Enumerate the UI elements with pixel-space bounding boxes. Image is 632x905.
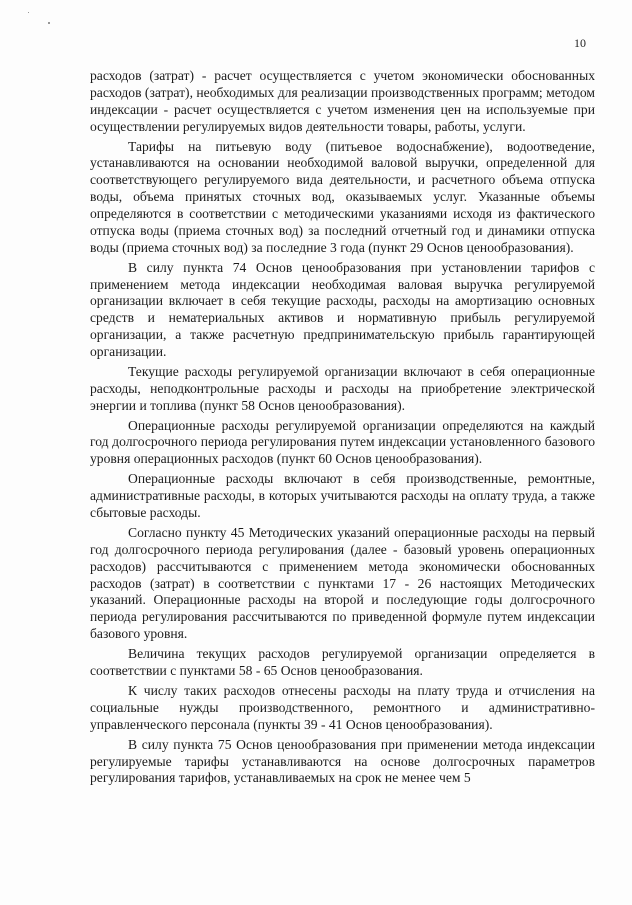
scan-speck	[28, 12, 29, 13]
paragraph: Величина текущих расходов регулируемой организации определяется в соответствии с пунктами 58 - 65 Основ ценообразования.	[90, 646, 595, 678]
paragraph: Тарифы на питьевую воду (питьевое водоснабжение), водоотведение, устанавливаются на основании необходимой валовой выручки, определенной для соответствующего регулируемого вида деятельности, и расчетного объема отпуска воды, объема принятых сточных вод, оказываемых услуг. Указанные объемы определяются в соответствии с методическими указаниями исходя из фактического отпуска воды (приема сточных вод) за последний отчетный год и динамики отпуска воды (приема сточных вод) за последние 3 года (пункт 29 Основ ценообразования).	[90, 138, 595, 255]
paragraph: расходов (затрат) - расчет осуществляется с учетом экономически обоснованных расходов (затрат), необходимых для реализации производственных программ; методом индексации - расчет осуществляется с учетом изменения цен на используемые при осуществлении регулируемых видов деятельности товары, работы, услуги.	[90, 68, 595, 134]
paragraph: К числу таких расходов отнесены расходы на плату труда и отчисления на социальные нужды производственного, ремонтного и административно-управленческого персонала (пункты 39 - 41 Основ ценообразования).	[90, 683, 595, 732]
paragraph: В силу пункта 74 Основ ценообразования при установлении тарифов с применением метода индексации необходимая валовая выручка регулируемой организации включает в себя текущие расходы, расходы на амортизацию основных средств и нематериальных активов и нормативную прибыль регулируемой организации, а также расчетную предпринимательскую прибыль гарантирующей организации.	[90, 259, 595, 359]
paragraph: Текущие расходы регулируемой организации включают в себя операционные расходы, неподконтрольные расходы и расходы на приобретение электрической энергии и топлива (пункт 58 Основ ценообразования).	[90, 363, 595, 413]
page-number: 10	[574, 36, 586, 50]
scan-speck	[48, 22, 50, 24]
paragraph: В силу пункта 75 Основ ценообразования при применении метода индексации регулируемые тарифы устанавливаются на основе долгосрочных параметров регулирования тарифов, устанавливаемых на срок не менее чем 5	[90, 736, 595, 786]
paragraph: Операционные расходы включают в себя производственные, ремонтные, административные расходы, в которых учитываются расходы на оплату труда, а также сбытовые расходы.	[90, 471, 595, 521]
paragraph: Операционные расходы регулируемой организации определяются на каждый год долгосрочного периода регулирования путем индексации установленного базового уровня операционных расходов (пункт 60 Основ ценообразования).	[90, 417, 595, 467]
paragraph: Согласно пункту 45 Методических указаний операционные расходы на первый год долгосрочного периода регулирования (далее - базовый уровень операционных расходов) рассчитываются с применением метода экономически обоснованных расходов (затрат) в соответствии с пунктами 17 - 26 настоящих Методических указаний. Операционные расходы на второй и последующие годы долгосрочного периода регулирования рассчитываются по приведенной формуле путем индексации базового уровня.	[90, 525, 595, 642]
document-body	[90, 68, 595, 790]
